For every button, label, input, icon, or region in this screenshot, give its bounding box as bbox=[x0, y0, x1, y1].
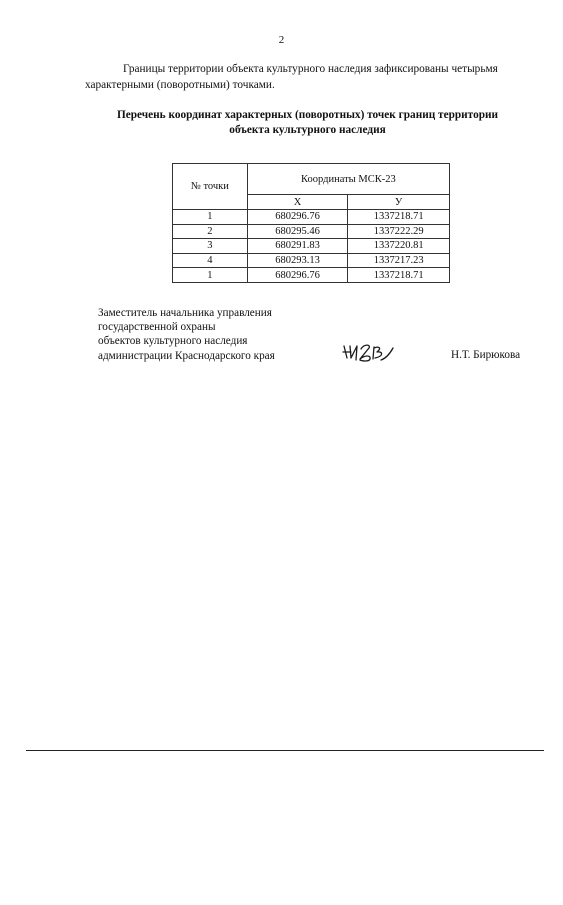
table-row bbox=[173, 210, 450, 225]
y-cell: 1337217.23 bbox=[348, 253, 450, 268]
point-cell: 1 bbox=[173, 268, 248, 283]
signer-title-line: администрации Краснодарского края bbox=[98, 349, 275, 362]
table-row bbox=[173, 253, 450, 268]
x-column-header: X bbox=[247, 195, 348, 210]
signer-title-line: Заместитель начальника управления bbox=[98, 307, 272, 319]
x-cell: 680291.83 bbox=[247, 239, 348, 254]
x-cell: 680293.13 bbox=[247, 253, 348, 268]
table-row bbox=[173, 268, 450, 283]
point-cell: 2 bbox=[173, 224, 248, 239]
y-column-header: У bbox=[348, 195, 450, 210]
point-cell: 3 bbox=[173, 239, 248, 254]
handwritten-signature bbox=[340, 340, 396, 366]
coordinates-heading bbox=[85, 108, 530, 137]
coordinates-table bbox=[172, 163, 450, 283]
point-cell: 4 bbox=[173, 253, 248, 268]
y-cell: 1337220.81 bbox=[348, 239, 450, 254]
coords-column-header: Координаты МСК-23 bbox=[247, 164, 449, 195]
y-cell: 1337218.71 bbox=[348, 268, 450, 283]
table-row bbox=[173, 224, 450, 239]
point-cell: 1 bbox=[173, 210, 248, 225]
heading-line-1: Перечень координат характерных (поворотных) точек границ территории bbox=[116, 109, 499, 121]
point-column-header: № точки bbox=[173, 164, 248, 210]
heading-line-2: объекта культурного наследия bbox=[229, 123, 386, 136]
y-cell: 1337218.71 bbox=[348, 210, 450, 225]
signer-title-line: государственной охраны bbox=[98, 321, 216, 334]
x-cell: 680295.46 bbox=[247, 224, 348, 239]
signer-title bbox=[98, 306, 275, 363]
intro-paragraph: Границы территории объекта культурного наследия зафиксированы четырьмя характерными (поворотными) точками. bbox=[85, 63, 498, 91]
signer-title-line: объектов культурного наследия bbox=[98, 335, 248, 348]
bottom-divider bbox=[26, 750, 544, 751]
y-cell: 1337222.29 bbox=[348, 224, 450, 239]
signer-name: Н.Т. Бирюкова bbox=[451, 349, 521, 361]
table-row bbox=[173, 239, 450, 254]
x-cell: 680296.76 bbox=[247, 268, 348, 283]
x-cell: 680296.76 bbox=[247, 210, 348, 225]
page-number: 2 bbox=[278, 34, 285, 46]
